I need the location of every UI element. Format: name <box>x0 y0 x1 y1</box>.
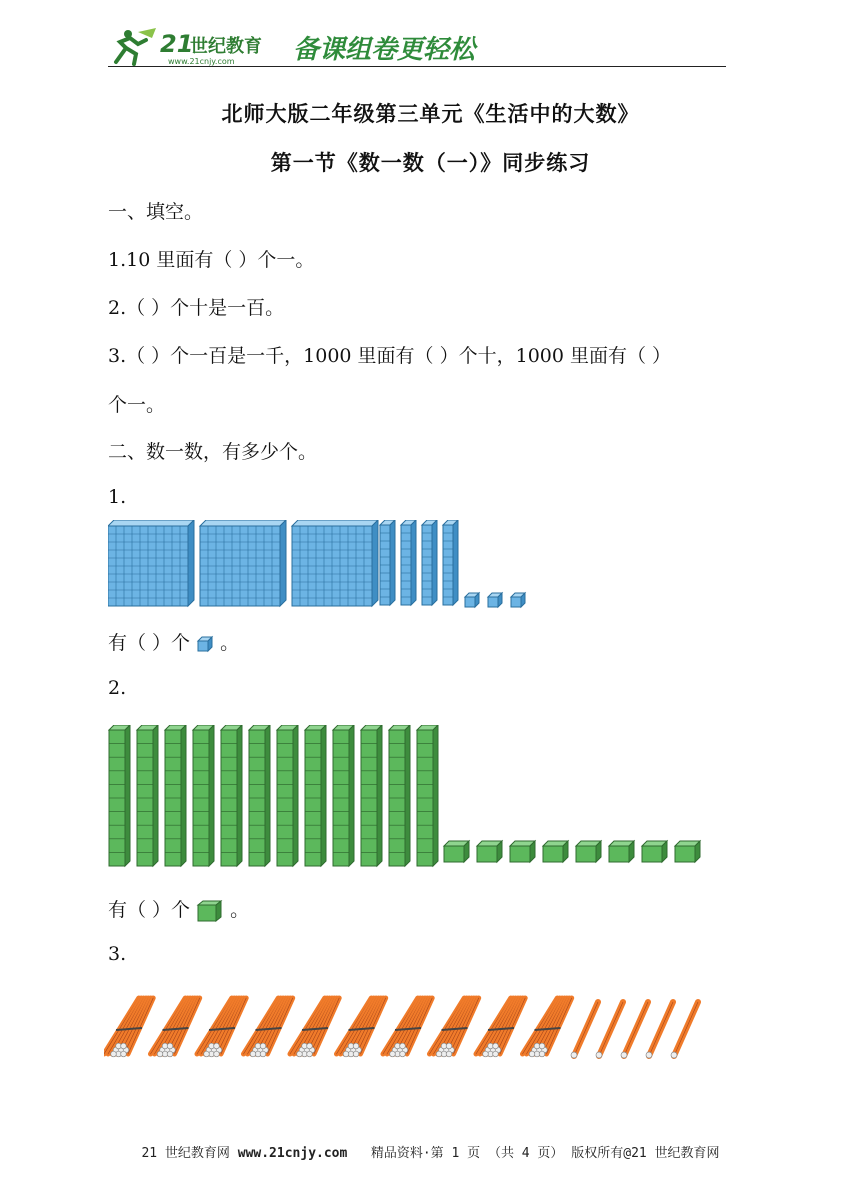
stick-bundle <box>290 998 339 1057</box>
green-ten-rod <box>389 725 410 866</box>
page-footer <box>0 1142 861 1161</box>
stick-bundle <box>476 998 525 1057</box>
footer-url: www.21cnjy.com <box>237 1146 348 1161</box>
header-logo <box>108 24 528 68</box>
ten-rod <box>380 520 395 605</box>
stick-bundle <box>151 998 200 1057</box>
single-stick <box>571 1002 598 1058</box>
section-2-heading: 二、数一数，有多少个。 <box>108 441 318 463</box>
question-1: 1.10 里面有（ ）个一。 <box>108 249 315 271</box>
problem-1-label: 1. <box>108 486 127 508</box>
slogan: 备课组卷更轻松 <box>293 35 476 65</box>
question-2: 2.（ ）个十是一百。 <box>108 297 285 319</box>
green-ten-rod <box>221 725 242 866</box>
title-line-1: 北师大版二年级第三单元《生活中的大数》 <box>221 101 640 126</box>
green-unit-cube <box>543 841 568 862</box>
green-ten-rod <box>277 725 298 866</box>
green-blocks-figure <box>108 725 708 870</box>
header-rule <box>108 66 726 67</box>
logo-url: www.21cnjy.com <box>168 57 235 66</box>
section-1-heading: 一、填空。 <box>108 201 204 223</box>
problem-2-label: 2. <box>108 677 127 699</box>
stick-bundle <box>104 998 153 1057</box>
green-unit-cube <box>576 841 601 862</box>
ten-rod <box>422 520 437 605</box>
logo-text: 世纪教育 <box>190 36 262 57</box>
green-ten-rod <box>137 725 158 866</box>
green-ten-rod <box>249 725 270 866</box>
single-stick <box>671 1002 698 1058</box>
green-ten-rod <box>165 725 186 866</box>
green-ten-rod <box>305 725 326 866</box>
green-unit-cube <box>642 841 667 862</box>
sticks-figure <box>104 992 704 1064</box>
stick-bundle <box>244 998 293 1057</box>
blue-blocks-figure <box>108 520 538 612</box>
green-ten-rod <box>333 725 354 866</box>
ten-rod <box>443 520 458 605</box>
problem-1-answer <box>108 628 239 655</box>
blue-unit-cube-icon <box>196 635 214 653</box>
green-unit-cube <box>609 841 634 862</box>
problem-2-answer <box>108 895 249 923</box>
question-3-line-2: 个一。 <box>108 394 166 416</box>
green-ten-rod <box>417 725 438 866</box>
single-stick <box>621 1002 648 1058</box>
green-unit-cube <box>510 841 535 862</box>
single-stick <box>596 1002 623 1058</box>
stick-bundle <box>197 998 246 1057</box>
single-stick <box>646 1002 673 1058</box>
stick-bundle <box>523 998 572 1057</box>
footer-site: 21 世纪教育网 <box>141 1146 230 1161</box>
green-unit-cube-icon <box>196 899 224 923</box>
green-ten-rod <box>361 725 382 866</box>
problem-2-answer-prefix: 有（ ）个 <box>108 899 191 921</box>
green-unit-cube <box>444 841 469 862</box>
stick-bundle <box>430 998 479 1057</box>
hundred-flat <box>108 520 194 606</box>
stick-bundle <box>337 998 386 1057</box>
problem-3-label: 3. <box>108 943 127 965</box>
green-ten-rod <box>193 725 214 866</box>
hundred-flat <box>200 520 286 606</box>
hundred-flat <box>292 520 378 606</box>
green-unit-cube <box>675 841 700 862</box>
runner-logo-icon <box>116 28 156 64</box>
problem-1-answer-suffix: 。 <box>220 632 240 654</box>
footer-info: 精品资料·第 1 页 （共 4 页） 版权所有@21 世纪教育网 <box>370 1146 720 1161</box>
ten-rod <box>401 520 416 605</box>
stick-bundle <box>383 998 432 1057</box>
unit-cube <box>488 593 502 607</box>
question-3-line-1: 3.（ ）个一百是一千，1000 里面有（ ）个十，1000 里面有（ ） <box>108 345 672 367</box>
green-ten-rod <box>109 725 130 866</box>
logo-number: 21 <box>160 30 194 58</box>
problem-2-answer-suffix: 。 <box>230 899 250 921</box>
unit-cube <box>465 593 479 607</box>
title-line-2: 第一节《数一数（一）》同步练习 <box>270 150 591 175</box>
green-unit-cube <box>477 841 502 862</box>
unit-cube <box>511 593 525 607</box>
problem-1-answer-prefix: 有（ ）个 <box>108 632 191 654</box>
